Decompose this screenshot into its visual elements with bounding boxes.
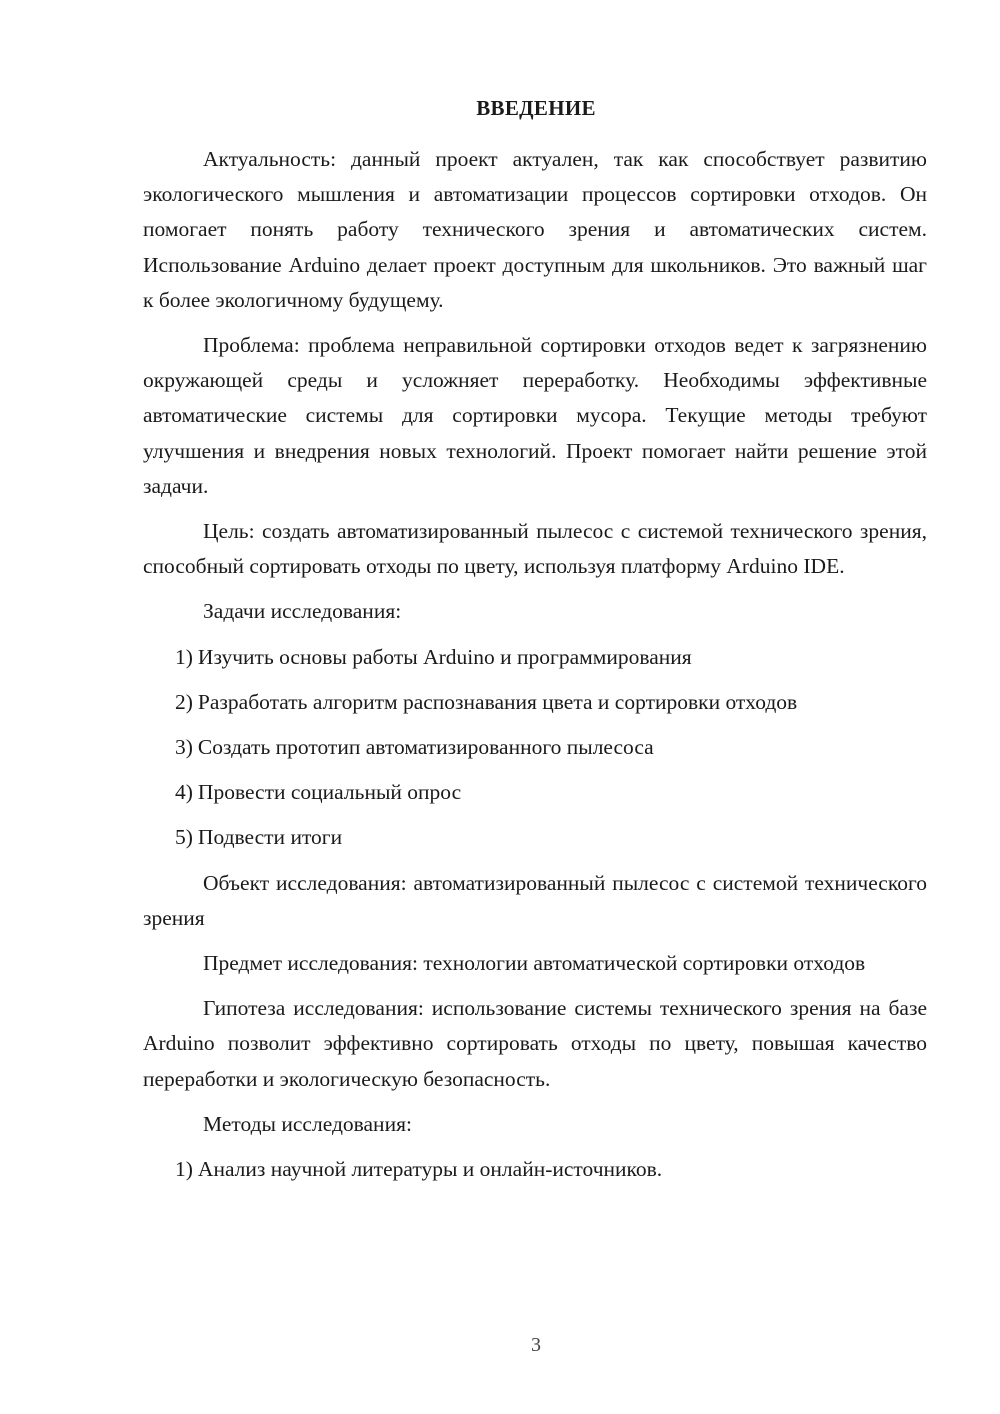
task-text: Разработать алгоритм распознавания цвета и сортировки отходов	[197, 689, 798, 714]
method-text: Анализ научной литературы и онлайн-источников.	[197, 1157, 663, 1182]
task-text: Подвести итоги	[197, 825, 343, 850]
task-item	[143, 820, 927, 855]
tasks-heading: Задачи исследования:	[203, 599, 402, 624]
task-item	[143, 640, 927, 675]
task-text: Создать прототип автоматизированного пылесоса	[197, 735, 654, 760]
task-number: 5)	[175, 825, 193, 850]
task-number: 1)	[175, 644, 193, 669]
page-number: 3	[531, 1334, 541, 1356]
task-text: Провести социальный опрос	[197, 780, 462, 805]
task-item	[143, 685, 927, 720]
document-body	[143, 142, 927, 1197]
subject-paragraph: Предмет исследования: технологии автоматической сортировки отходов	[203, 951, 866, 976]
hypothesis-paragraph: Гипотеза исследования: использование системы технического зрения на базе Arduino позволит эффективно сортировать отходы по цвету, повышая качество переработки и экологическую безопасность.	[143, 996, 927, 1091]
task-item	[143, 730, 927, 765]
relevance-paragraph: Актуальность: данный проект актуален, так как способствует развитию экологического мышления и автоматизации процессов сортировки отходов. Он помогает понять работу технического зрения и автоматических систем. Использование Arduino делает проект доступным для школьников. Это важный шаг к более экологичному будущему.	[143, 147, 927, 312]
task-text: Изучить основы работы Arduino и программирования	[197, 644, 692, 669]
problem-paragraph: Проблема: проблема неправильной сортировки отходов ведет к загрязнению окружающей среды и усложняет переработку. Необходимы эффективные автоматические системы для сортировки мусора. Текущие методы требуют улучшения и внедрения новых технологий. Проект помогает найти решение этой задачи.	[143, 333, 927, 498]
task-number: 3)	[175, 735, 193, 760]
methods-heading: Методы исследования:	[203, 1111, 412, 1136]
task-number: 4)	[175, 780, 193, 805]
goal-paragraph: Цель: создать автоматизированный пылесос с системой технического зрения, способный сортировать отходы по цвету, используя платформу Arduino IDE.	[143, 519, 927, 579]
task-number: 2)	[175, 689, 193, 714]
method-number: 1)	[175, 1157, 193, 1182]
page-title: ВВЕДЕНИЕ	[476, 96, 596, 120]
object-paragraph: Объект исследования: автоматизированный пылесос с системой технического зрения	[143, 870, 927, 930]
task-item	[143, 775, 927, 810]
method-item	[143, 1152, 927, 1187]
